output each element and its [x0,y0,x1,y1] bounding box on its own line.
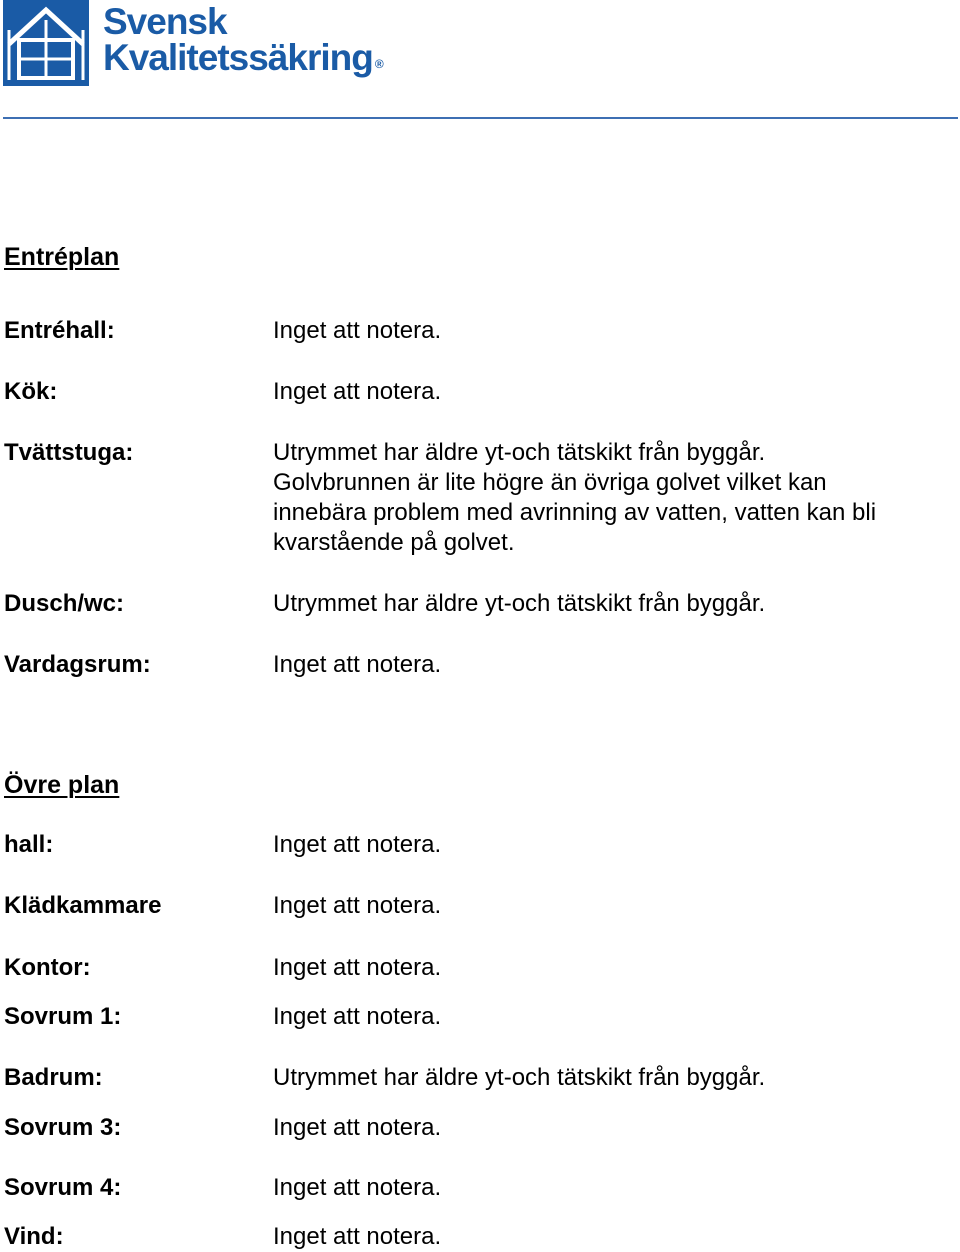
logo-line-2 [103,37,384,78]
room-label: Klädkammare [4,892,162,919]
room-note-line: Inget att notera. [273,1114,442,1141]
room-note-line: Golvbrunnen är lite högre än övriga golvet vilket kan [273,469,827,496]
room-note-line: Inget att notera. [273,831,442,858]
room-label: Dusch/wc: [4,590,125,617]
room-note-line: Inget att notera. [273,954,442,981]
room-note [273,830,953,860]
header-divider [3,117,958,119]
room-note [273,438,953,558]
room-note [273,650,953,680]
room-note [273,316,953,346]
logo-line-1: Svensk [103,1,227,42]
registered-mark: ® [374,57,384,71]
logo-line-2-text: Kvalitetssäkring [103,37,373,78]
room-label: hall: [4,831,54,858]
room-note-line: Inget att notera. [273,651,442,678]
room-label: Sovrum 1: [4,1003,122,1030]
room-label: Kontor: [4,954,91,981]
room-note-line: Inget att notera. [273,1003,442,1030]
room-label: Sovrum 3: [4,1114,122,1141]
room-label: Entréhall: [4,317,115,344]
room-label: Tvättstuga: [4,439,134,466]
room-note-line: Utrymmet har äldre yt-och tätskikt från byggår. [273,439,766,466]
room-note-line: Utrymmet har äldre yt-och tätskikt från byggår. [273,590,766,617]
room-note [273,1222,953,1252]
room-label: Sovrum 4: [4,1174,122,1201]
room-note [273,377,953,407]
room-note [273,891,953,921]
room-label: Badrum: [4,1064,103,1091]
section-title-ovre-plan: Övre plan [4,771,120,799]
room-note [273,953,953,983]
room-note [273,1173,953,1203]
room-note-line: Inget att notera. [273,892,442,919]
room-note-line: kvarstående på golvet. [273,529,515,556]
logo-wordmark [103,1,384,78]
section-title-entreplan: Entréplan [4,243,120,271]
room-note [273,1063,953,1093]
room-label: Kök: [4,378,58,405]
room-note-line: Inget att notera. [273,1174,442,1201]
room-note [273,1113,953,1143]
room-note-line: Inget att notera. [273,378,442,405]
room-note [273,1002,953,1032]
room-note-line: innebära problem med avrinning av vatten, vatten kan bli [273,499,877,526]
room-note [273,589,953,619]
room-note-line: Inget att notera. [273,317,442,344]
company-logo [3,0,423,90]
room-note-line: Utrymmet har äldre yt-och tätskikt från byggår. [273,1064,766,1091]
house-logo-icon [3,0,89,86]
room-label: Vardagsrum: [4,651,151,678]
room-label: Vind: [4,1223,64,1250]
room-note-line: Inget att notera. [273,1223,442,1250]
